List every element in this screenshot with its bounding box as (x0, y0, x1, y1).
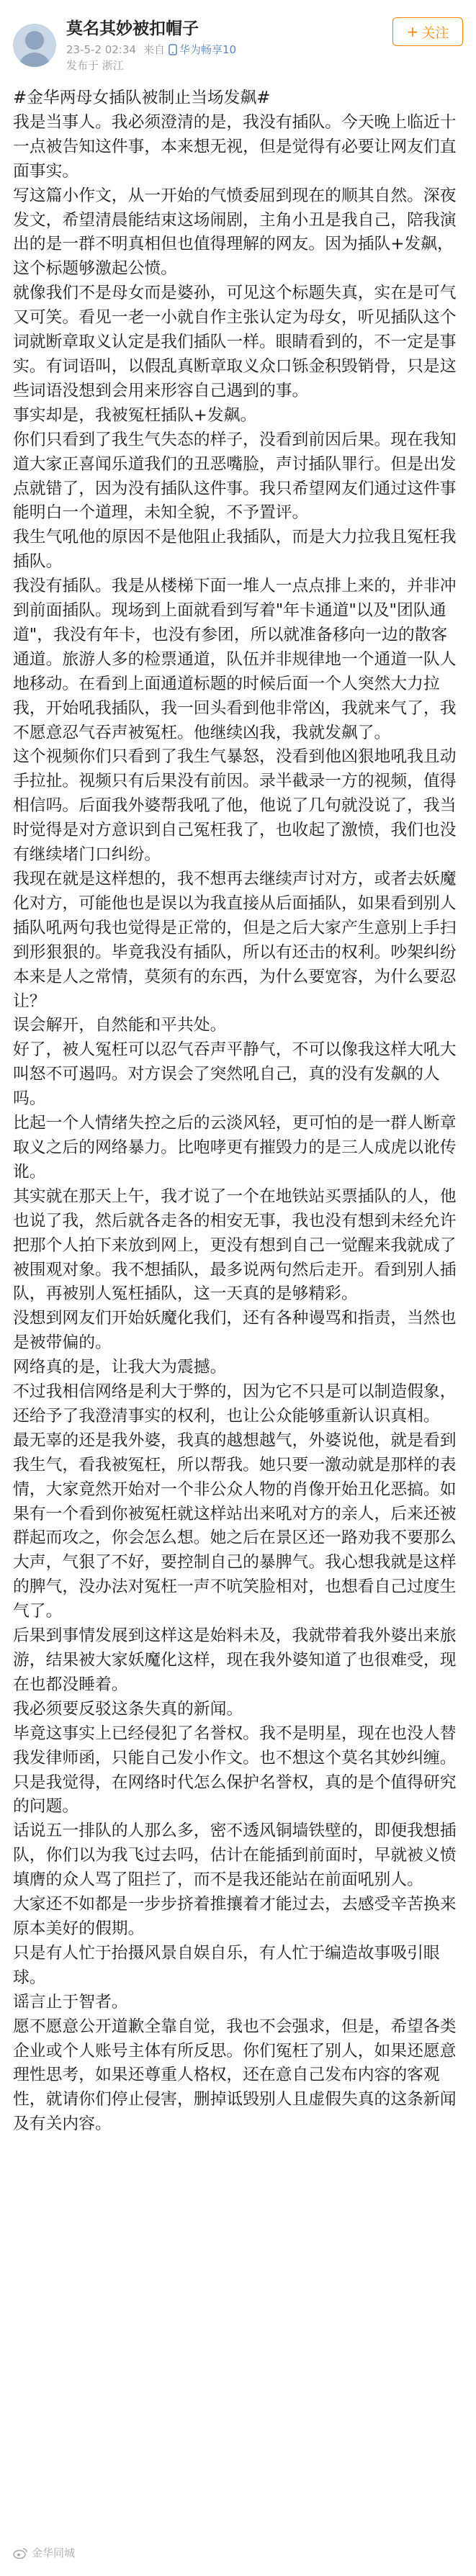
watermark-text: 金华同城 (32, 2546, 76, 2559)
paragraph: 我没有插队。我是从楼梯下面一堆人一点点排上来的，并非冲到前面插队。现场到上面就看到写着"年卡通道"以及"团队通道"，我没有年卡，也没有参团，所以就准备移向一边的散客通道。旅游人多的检票通道，队伍并非规律地一个通道一队人地移动。在看到上面通道标题的时候后面一个人突然大力拉我，开始吼我插队，我一回头看到他非常凶，我就来气了，我不愿意忍气吞声被冤枉。他继续凶我，我就发飙了。 (13, 577, 457, 742)
paragraph: 误会解开，自然能和平共处。 (13, 1016, 227, 1035)
watermark (13, 2545, 75, 2560)
user-avatar[interactable] (13, 24, 56, 67)
paragraph: 好了，被人冤枉可以忍气吞声平静气，不可以像我这样大吼大叫怒不可遏吗。对方误会了突然吼自己，真的没有发飙的人吗。 (13, 1040, 457, 1109)
paragraph: 不过我相信网络是利大于弊的，因为它不只是可以制造假象，还给予了我澄清事实的权利，也让公众能够重新认识真相。 (13, 1382, 457, 1426)
device-name: 华为畅享10 (179, 43, 237, 56)
paragraph: 愿不愿意公开道歉全靠自觉，我也不会强求，但是，希望各类企业或个人账号主体有所反思。你们冤枉了别人，如果还愿意理性思考，如果还尊重人格权，还在意自己发布内容的客观性，就请你们停止侵害，删掉诋毁别人且虚假失真的这条新闻及有关内容。 (13, 2017, 457, 2134)
source-prefix: 来自 (143, 43, 166, 56)
paragraph: 就像我们不是母女而是婆孙，可见这个标题失真，实在是可气又可笑。看见一老一小就自作主张认定为母女，听见插队这个词就断章取义认定是我们插队一样。眼睛看到的，不一定是事实。有词语叫，以假乱真断章取义众口铄金积毁销骨，只是这些词语没想到会用来形容自己遇到的事。 (13, 284, 457, 400)
paragraph: 其实就在那天上午，我才说了一个在地铁站买票插队的人，他也说了我，然后就各走各的相安无事，我也没有想到未经允许把那个人拍下来放到网上，更没有想到自己一觉醒来我就成了被围观对象。我不想插队，最多说两句然后走开。看到别人插队，再被别人冤枉插队，这一天真的是够精彩。 (13, 1186, 457, 1304)
weibo-logo-icon (13, 2547, 27, 2559)
paragraph: 这个视频你们只看到了我生气暴怒，没看到他凶狠地吼我且动手拉扯。视频只有后果没有前因。录半截录一方的视频，值得相信吗。后面我外婆帮我吼了他，他说了几句就没说了，我当时觉得是对方意识到自己冤枉我了，也收起了激愤，我们也没有继续堵门口纠纷。 (13, 747, 457, 865)
paragraph: 谣言止于智者。 (13, 1992, 128, 2012)
username[interactable]: 莫名其妙被扣帽子 (66, 19, 199, 38)
post-timestamp: 23-5-2 02:34 (66, 43, 136, 56)
device-icon (169, 44, 177, 55)
paragraph: 最无辜的还是我外婆，我真的越想越气，外婆说他，就是看到我生气，看我被冤枉，所以帮我。她只要一激动就是那样的表情，大家竟然开始对一个非公众人物的肖像开始丑化恶搞。如果有一个看到你被冤枉就这样站出来吼对方的亲人，后来还被群起而攻之，你会怎么想。她之后在景区还一路劝我不要那么大声，气狠了不好，要控制自己的暴脾气。我心想我就是这样的脾气，没办法对冤枉一声不吭笑脸相对，也想看自己过度生气了。 (13, 1431, 457, 1621)
follow-button[interactable] (392, 17, 463, 46)
paragraph: 后果到事情发展到这样这是始料未及，我就带着我外婆出来旅游，结果被大家妖魔化这样，现在我外婆知道了也很难受，现在也都没睡着。 (13, 1626, 457, 1694)
paragraph: 比起一个人情绪失控之后的云淡风轻，更可怕的是一群人断章取义之后的网络暴力。比咆哮更有摧毁力的是三人成虎以讹传讹。 (13, 1114, 457, 1181)
paragraph: 大家还不如都是一步步挤着推攘着才能过去，去感受辛苦换来原本美好的假期。 (13, 1895, 457, 1938)
post-header (0, 0, 476, 86)
paragraph: 我必须要反驳这条失真的新闻。 (13, 1699, 243, 1719)
paragraph: 事实却是，我被冤枉插队+发飙。 (13, 405, 257, 425)
follow-label: 关注 (421, 24, 449, 41)
post-meta (66, 42, 392, 57)
paragraph: 我生气吼他的原因不是他阻止我插队，而是大力拉我且冤枉我插队。 (13, 528, 457, 572)
post-location: 发布于 浙江 (66, 59, 124, 72)
paragraph: 写这篇小作文，从一开始的气愤委屈到现在的顺其自然。深夜发文，希望清晨能结束这场闹剧，主角小丑是我自己，陪我演出的是一群不明真相但也值得理解的网友。因为插队+发飙，这个标题够激起公愤。 (13, 186, 457, 279)
paragraph: 我现在就是这样想的，我不想再去继续声讨对方，或者去妖魔化对方，可能他也是误以为我直接从后面插队，如果看到别人插队吼两句我也觉得是正常的，但是之后大家产生意别上手扫到形狠狠的。毕竟我没有插队，所以有还击的权利。吵架纠纷本来是人之常情，莫须有的东西，为什么要宽容，为什么要忍让？ (13, 870, 457, 1011)
paragraph: 毕竟这事实上已经侵犯了名誉权。我不是明星，现在也没人替我发律师函，只能自己发小作文。也不想这个莫名其妙纠缠。只是我觉得，在网络时代怎么保护名誉权，真的是个值得研究的问题。 (13, 1724, 457, 1816)
paragraph: 网络真的是，让我大为震撼。 (13, 1358, 227, 1377)
paragraph: 只是有人忙于抬摄风景自娱自乐，有人忙于编造故事吸引眼球。 (13, 1943, 440, 1987)
paragraph: 我是当事人。我必须澄清的是，我没有插队。今天晚上临近十一点被告知这件事，本来想无视，但是觉得有必要让网友们直面事实。 (13, 112, 457, 181)
topic-hashtag[interactable]: #金华两母女插队被制止当场发飙# (13, 89, 271, 107)
user-info (66, 18, 392, 73)
plus-icon: + (406, 23, 419, 40)
avatar-body-shape (18, 53, 51, 67)
avatar-head-shape (25, 31, 44, 50)
paragraph: 没想到网友们开始妖魔化我们，还有各种谩骂和指责，当然也是被带偏的。 (13, 1309, 457, 1353)
post-body (0, 86, 476, 2137)
paragraph: 话说五一排队的人那么多，密不透风铜墙铁壁的，即便我想插队，你们以为我飞过去吗，估计在能插到前面时，早就被义愤填膺的众人骂了阻拦了，而不是我还能站在前面吼别人。 (13, 1821, 457, 1890)
device-link[interactable] (169, 42, 236, 57)
paragraph: 你们只看到了我生气失态的样子，没看到前因后果。现在我知道大家正喜闻乐道我们的丑恶嘴脸，声讨插队罪行。但是出发点就错了，因为没有插队这件事。我只希望网友们通过这件事能明白一个道理，未知全貌，不予置评。 (13, 430, 457, 523)
